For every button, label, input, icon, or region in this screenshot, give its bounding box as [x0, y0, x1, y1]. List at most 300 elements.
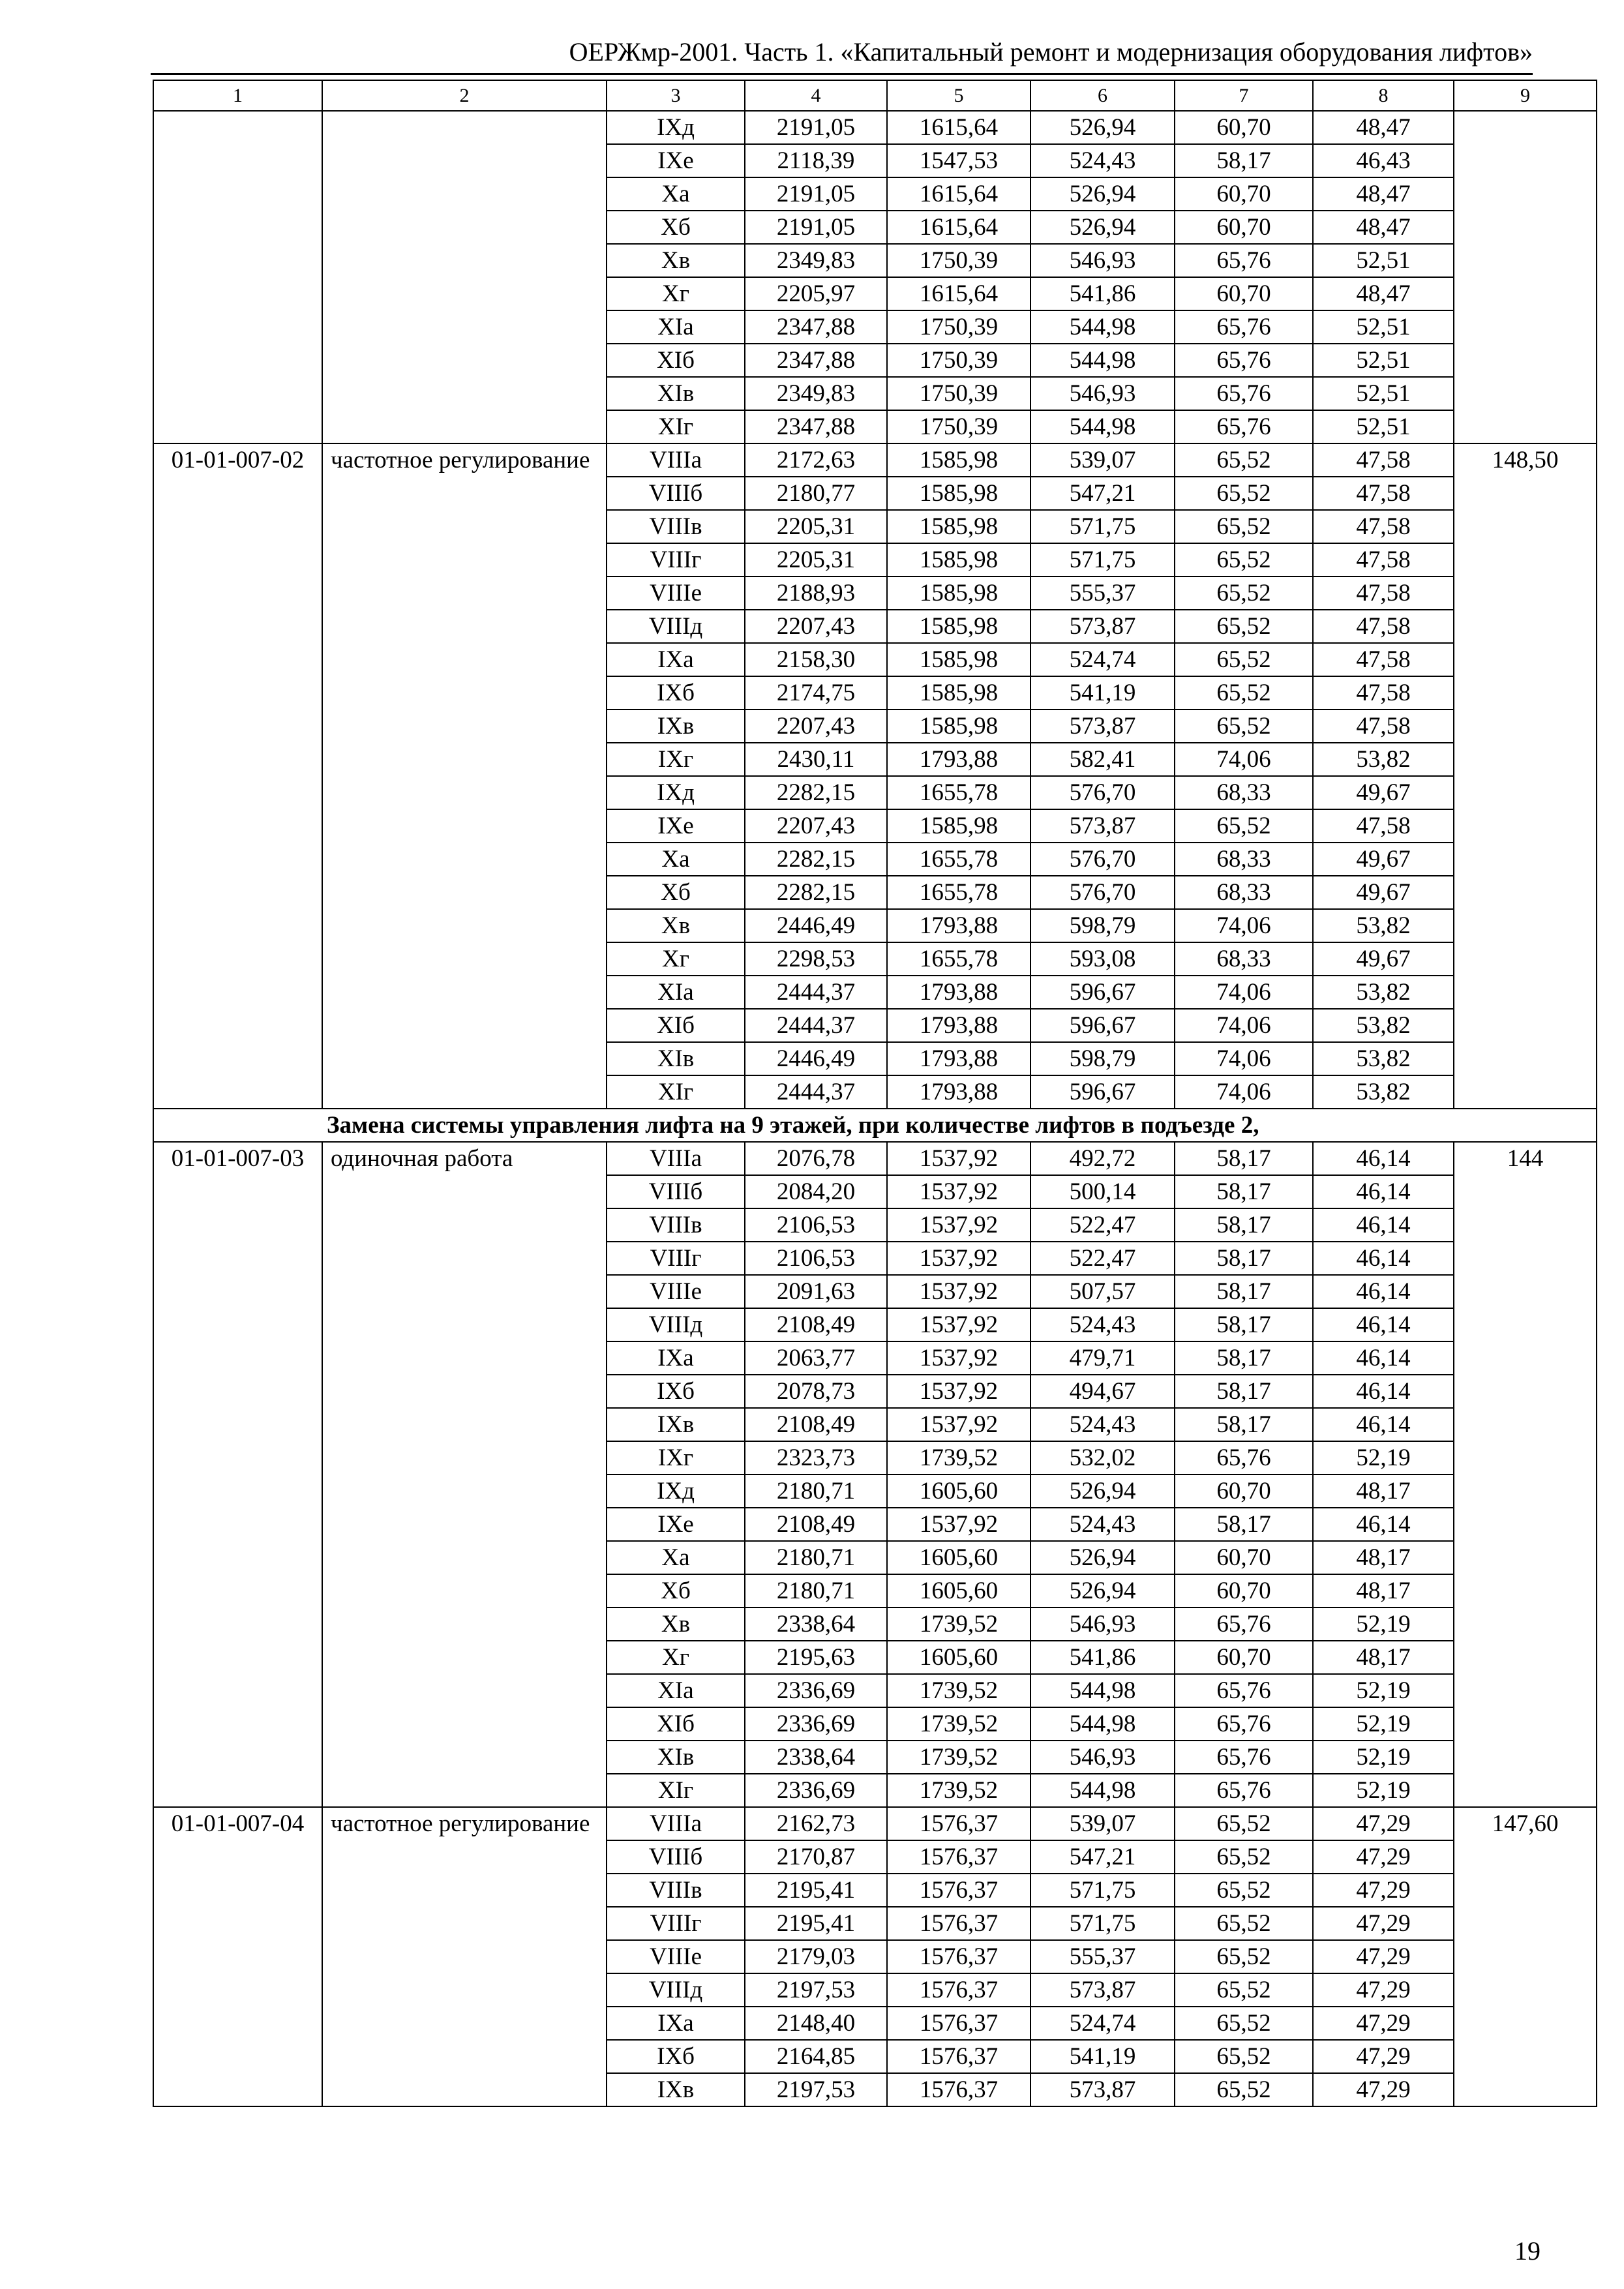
table-cell: 479,71: [1030, 1341, 1175, 1375]
table-cell: 52,19: [1313, 1674, 1454, 1707]
table-cell: XIв: [607, 377, 745, 410]
table-cell: 1576,37: [887, 2073, 1030, 2106]
table-cell: 65,52: [1175, 576, 1313, 610]
table-cell: XIб: [607, 344, 745, 377]
table-cell: 522,47: [1030, 1208, 1175, 1242]
table-cell: 65,76: [1175, 1674, 1313, 1707]
table-row: [153, 443, 1597, 477]
table-cell: 2207,43: [745, 610, 887, 643]
table-cell: IXб: [607, 676, 745, 710]
table-cell: 1576,37: [887, 2040, 1030, 2073]
table-cell: 2180,71: [745, 1574, 887, 1608]
table-cell: 2336,69: [745, 1674, 887, 1707]
table-cell: 46,14: [1313, 1375, 1454, 1408]
table-cell: IXб: [607, 2040, 745, 2073]
table-cell: 2191,05: [745, 211, 887, 244]
rate-code: 01-01-007-03: [153, 1142, 322, 1807]
table-cell: 544,98: [1030, 1674, 1175, 1707]
table-cell: 1537,92: [887, 1375, 1030, 1408]
rate-description: [322, 111, 607, 443]
table-cell: 52,19: [1313, 1441, 1454, 1474]
table-cell: 2205,97: [745, 277, 887, 310]
table-cell: 1576,37: [887, 1973, 1030, 2007]
table-cell: IXв: [607, 710, 745, 743]
table-cell: 48,47: [1313, 111, 1454, 144]
table-cell: VIIIa: [607, 443, 745, 477]
page-header: ОЕРЖмр-2001. Часть 1. «Капитальный ремонт и модернизация оборудования лифтов»: [569, 37, 1533, 67]
table-cell: 522,47: [1030, 1242, 1175, 1275]
table-cell: 46,14: [1313, 1508, 1454, 1541]
table-cell: 68,33: [1175, 942, 1313, 976]
table-cell: 65,52: [1175, 1940, 1313, 1973]
table-cell: 541,19: [1030, 676, 1175, 710]
table-cell: 1537,92: [887, 1341, 1030, 1375]
table-cell: 49,67: [1313, 776, 1454, 809]
table-cell: 48,17: [1313, 1474, 1454, 1508]
table-cell: 2158,30: [745, 643, 887, 676]
table-cell: 1750,39: [887, 310, 1030, 344]
table-cell: 2298,53: [745, 942, 887, 976]
table-cell: 2108,49: [745, 1408, 887, 1441]
table-cell: 2179,03: [745, 1940, 887, 1973]
table-cell: 58,17: [1175, 1275, 1313, 1308]
table-cell: 2195,63: [745, 1641, 887, 1674]
table-cell: 596,67: [1030, 1075, 1175, 1109]
table-cell: 1576,37: [887, 1807, 1030, 1840]
page-number: 19: [1514, 2236, 1541, 2266]
table-cell: 2207,43: [745, 809, 887, 843]
table-cell: 573,87: [1030, 2073, 1175, 2106]
table-cell: 555,37: [1030, 1940, 1175, 1973]
table-cell: 541,19: [1030, 2040, 1175, 2073]
table-cell: 2174,75: [745, 676, 887, 710]
section-title-row: [153, 1109, 1597, 1142]
table-cell: 1655,78: [887, 942, 1030, 976]
table-cell: 1739,52: [887, 1707, 1030, 1741]
table-cell: 2170,87: [745, 1840, 887, 1874]
table-cell: 1615,64: [887, 111, 1030, 144]
rate-price: 148,50: [1454, 443, 1597, 1109]
table-cell: 47,29: [1313, 1807, 1454, 1840]
table-cell: VIIIa: [607, 1142, 745, 1175]
table-cell: 65,52: [1175, 1874, 1313, 1907]
table-cell: 1537,92: [887, 1242, 1030, 1275]
table-cell: 48,47: [1313, 211, 1454, 244]
table-cell: 571,75: [1030, 1907, 1175, 1940]
table-cell: 544,98: [1030, 410, 1175, 443]
table-cell: 65,76: [1175, 410, 1313, 443]
column-number-cell: 3: [607, 80, 745, 111]
table-cell: 47,29: [1313, 2040, 1454, 2073]
table-cell: 47,58: [1313, 610, 1454, 643]
table-cell: 65,76: [1175, 310, 1313, 344]
table-cell: 65,52: [1175, 477, 1313, 510]
column-number-cell: 7: [1175, 80, 1313, 111]
column-number-cell: 8: [1313, 80, 1454, 111]
table-cell: 1585,98: [887, 676, 1030, 710]
table-cell: 2349,83: [745, 244, 887, 277]
table-cell: 46,14: [1313, 1408, 1454, 1441]
table-cell: 532,02: [1030, 1441, 1175, 1474]
table-cell: 65,52: [1175, 543, 1313, 576]
table-cell: 1537,92: [887, 1175, 1030, 1208]
table-cell: 1537,92: [887, 1408, 1030, 1441]
table-cell: 2336,69: [745, 1707, 887, 1741]
table-cell: XIa: [607, 1674, 745, 1707]
table-cell: 2084,20: [745, 1175, 887, 1208]
table-cell: 2205,31: [745, 543, 887, 576]
table-cell: 541,86: [1030, 277, 1175, 310]
table-cell: 544,98: [1030, 1774, 1175, 1807]
table-cell: 1537,92: [887, 1142, 1030, 1175]
table-cell: 2188,93: [745, 576, 887, 610]
table-cell: IXд: [607, 776, 745, 809]
table-cell: 47,29: [1313, 1940, 1454, 1973]
table-cell: 2180,77: [745, 477, 887, 510]
table-cell: 593,08: [1030, 942, 1175, 976]
table-cell: 47,58: [1313, 543, 1454, 576]
table-cell: IXa: [607, 1341, 745, 1375]
table-cell: 65,76: [1175, 244, 1313, 277]
section-title: Замена системы управления лифта на 9 этажей, при количестве лифтов в подъезде 2,: [153, 1109, 1597, 1142]
table-cell: VIIIд: [607, 1308, 745, 1341]
table-cell: 60,70: [1175, 277, 1313, 310]
table-cell: 48,17: [1313, 1574, 1454, 1608]
table-cell: 1655,78: [887, 843, 1030, 876]
table-cell: 547,21: [1030, 1840, 1175, 1874]
table-cell: 65,76: [1175, 1608, 1313, 1641]
table-cell: 52,19: [1313, 1707, 1454, 1741]
table-cell: VIIIв: [607, 1208, 745, 1242]
table-cell: XIб: [607, 1707, 745, 1741]
table-cell: 52,19: [1313, 1608, 1454, 1641]
table-cell: 526,94: [1030, 111, 1175, 144]
table-cell: 58,17: [1175, 144, 1313, 177]
table-cell: 47,29: [1313, 1973, 1454, 2007]
table-cell: Xг: [607, 942, 745, 976]
table-cell: 1615,64: [887, 177, 1030, 211]
rate-description: частотное регулирование: [322, 1807, 607, 2106]
table-cell: IXa: [607, 643, 745, 676]
table-cell: 60,70: [1175, 1574, 1313, 1608]
table-cell: 65,76: [1175, 1707, 1313, 1741]
column-number-cell: 5: [887, 80, 1030, 111]
table-cell: Xв: [607, 244, 745, 277]
table-cell: 2444,37: [745, 1009, 887, 1042]
table-cell: 576,70: [1030, 843, 1175, 876]
table-cell: 68,33: [1175, 876, 1313, 909]
table-cell: 1655,78: [887, 876, 1030, 909]
table-cell: 48,17: [1313, 1541, 1454, 1574]
table-cell: IXв: [607, 1408, 745, 1441]
table-cell: 2148,40: [745, 2007, 887, 2040]
table-cell: 1576,37: [887, 2007, 1030, 2040]
table-cell: IXe: [607, 1508, 745, 1541]
column-number-cell: 9: [1454, 80, 1597, 111]
table-cell: 65,52: [1175, 443, 1313, 477]
table-cell: 544,98: [1030, 1707, 1175, 1741]
table-cell: 1739,52: [887, 1741, 1030, 1774]
table-cell: 1793,88: [887, 976, 1030, 1009]
header-rule: [151, 73, 1533, 75]
table-cell: 74,06: [1175, 909, 1313, 942]
table-cell: 1576,37: [887, 1940, 1030, 1973]
table-cell: 1750,39: [887, 377, 1030, 410]
table-cell: XIa: [607, 976, 745, 1009]
table-cell: 2197,53: [745, 2073, 887, 2106]
table-cell: 46,14: [1313, 1242, 1454, 1275]
table-cell: Xв: [607, 1608, 745, 1641]
table-cell: Xб: [607, 876, 745, 909]
table-cell: 65,76: [1175, 1741, 1313, 1774]
table-cell: 1605,60: [887, 1574, 1030, 1608]
table-cell: 573,87: [1030, 809, 1175, 843]
table-cell: 524,43: [1030, 1508, 1175, 1541]
table-row: [153, 1142, 1597, 1175]
table-cell: 2347,88: [745, 344, 887, 377]
table-cell: 526,94: [1030, 211, 1175, 244]
table-cell: 526,94: [1030, 177, 1175, 211]
table-cell: 47,29: [1313, 1907, 1454, 1940]
table-cell: 598,79: [1030, 1042, 1175, 1075]
table-cell: 494,67: [1030, 1375, 1175, 1408]
table-cell: 1793,88: [887, 743, 1030, 776]
table-cell: 68,33: [1175, 843, 1313, 876]
table-cell: 53,82: [1313, 1042, 1454, 1075]
table-cell: 46,14: [1313, 1175, 1454, 1208]
table-cell: VIIIв: [607, 1874, 745, 1907]
table-cell: 58,17: [1175, 1175, 1313, 1208]
table-cell: 1793,88: [887, 1075, 1030, 1109]
table-cell: 65,52: [1175, 2073, 1313, 2106]
table-cell: 46,14: [1313, 1142, 1454, 1175]
table-cell: VIIIд: [607, 1973, 745, 2007]
table-cell: 2162,73: [745, 1807, 887, 1840]
table-cell: 2347,88: [745, 410, 887, 443]
table-cell: 2347,88: [745, 310, 887, 344]
table-cell: 546,93: [1030, 377, 1175, 410]
table-cell: IXa: [607, 2007, 745, 2040]
table-cell: 2446,49: [745, 909, 887, 942]
table-cell: 65,52: [1175, 809, 1313, 843]
table-cell: 65,52: [1175, 510, 1313, 543]
table-cell: 46,14: [1313, 1275, 1454, 1308]
table-cell: 1739,52: [887, 1674, 1030, 1707]
table-cell: 1537,92: [887, 1308, 1030, 1341]
table-cell: IXв: [607, 2073, 745, 2106]
table-cell: 582,41: [1030, 743, 1175, 776]
table-cell: 74,06: [1175, 1075, 1313, 1109]
rate-price: 147,60: [1454, 1807, 1597, 2106]
table-cell: 1605,60: [887, 1641, 1030, 1674]
table-cell: 53,82: [1313, 1009, 1454, 1042]
table-cell: 2180,71: [745, 1541, 887, 1574]
table-cell: 60,70: [1175, 1541, 1313, 1574]
table-cell: 2207,43: [745, 710, 887, 743]
table-cell: IXд: [607, 1474, 745, 1508]
table-cell: 2195,41: [745, 1874, 887, 1907]
table-cell: 524,43: [1030, 144, 1175, 177]
table-cell: Xб: [607, 211, 745, 244]
table-cell: 546,93: [1030, 244, 1175, 277]
table-cell: IXг: [607, 1441, 745, 1474]
table-cell: 2118,39: [745, 144, 887, 177]
table-cell: 2446,49: [745, 1042, 887, 1075]
table-cell: 47,58: [1313, 510, 1454, 543]
table-cell: Xг: [607, 277, 745, 310]
table-cell: 65,52: [1175, 1907, 1313, 1940]
table-cell: 53,82: [1313, 1075, 1454, 1109]
table-cell: 74,06: [1175, 1042, 1313, 1075]
rate-code: 01-01-007-04: [153, 1807, 322, 2106]
table-cell: 2338,64: [745, 1741, 887, 1774]
table-cell: 526,94: [1030, 1574, 1175, 1608]
table-cell: 1605,60: [887, 1541, 1030, 1574]
table-cell: 524,43: [1030, 1408, 1175, 1441]
table-cell: 52,51: [1313, 310, 1454, 344]
table-cell: 2282,15: [745, 843, 887, 876]
table-cell: 74,06: [1175, 976, 1313, 1009]
table-cell: 2191,05: [745, 177, 887, 211]
table-cell: 47,29: [1313, 1874, 1454, 1907]
table-cell: 1750,39: [887, 410, 1030, 443]
rate-price: [1454, 111, 1597, 443]
table-cell: 524,74: [1030, 643, 1175, 676]
table-cell: 65,76: [1175, 377, 1313, 410]
table-cell: XIa: [607, 310, 745, 344]
table-cell: 52,51: [1313, 244, 1454, 277]
table-cell: 2349,83: [745, 377, 887, 410]
table-cell: VIIIг: [607, 543, 745, 576]
table-cell: 1585,98: [887, 710, 1030, 743]
table-cell: 58,17: [1175, 1242, 1313, 1275]
table-cell: 65,52: [1175, 676, 1313, 710]
table-cell: 65,52: [1175, 1973, 1313, 2007]
table-cell: 65,76: [1175, 1441, 1313, 1474]
table-cell: 2282,15: [745, 776, 887, 809]
table-cell: 58,17: [1175, 1208, 1313, 1242]
table-cell: 1547,53: [887, 144, 1030, 177]
column-number-cell: 2: [322, 80, 607, 111]
table-cell: 1537,92: [887, 1508, 1030, 1541]
table-cell: Xa: [607, 177, 745, 211]
table-cell: 58,17: [1175, 1142, 1313, 1175]
table-cell: Xa: [607, 1541, 745, 1574]
table-cell: 1750,39: [887, 344, 1030, 377]
table-cell: 48,17: [1313, 1641, 1454, 1674]
table-cell: 571,75: [1030, 510, 1175, 543]
table-cell: XIб: [607, 1009, 745, 1042]
table-cell: XIг: [607, 410, 745, 443]
table-cell: 47,29: [1313, 1840, 1454, 1874]
table-cell: 541,86: [1030, 1641, 1175, 1674]
table-cell: 46,14: [1313, 1341, 1454, 1375]
table-cell: VIIIг: [607, 1907, 745, 1940]
table-cell: 1585,98: [887, 610, 1030, 643]
table-cell: 47,58: [1313, 576, 1454, 610]
table-cell: 1576,37: [887, 1840, 1030, 1874]
table-cell: 2078,73: [745, 1375, 887, 1408]
table-cell: 1793,88: [887, 1042, 1030, 1075]
table-cell: 58,17: [1175, 1341, 1313, 1375]
table-cell: 2197,53: [745, 1973, 887, 2007]
table-cell: 596,67: [1030, 976, 1175, 1009]
table-cell: 2195,41: [745, 1907, 887, 1940]
table-cell: 2336,69: [745, 1774, 887, 1807]
table-cell: 526,94: [1030, 1541, 1175, 1574]
table-cell: VIIIг: [607, 1242, 745, 1275]
table-cell: 65,52: [1175, 1807, 1313, 1840]
table-cell: IXe: [607, 809, 745, 843]
table-cell: 596,67: [1030, 1009, 1175, 1042]
table-cell: 576,70: [1030, 876, 1175, 909]
table-cell: 547,21: [1030, 477, 1175, 510]
table-cell: XIв: [607, 1741, 745, 1774]
table-cell: IXг: [607, 743, 745, 776]
table-cell: 573,87: [1030, 710, 1175, 743]
table-cell: Xa: [607, 843, 745, 876]
table-cell: XIг: [607, 1075, 745, 1109]
table-cell: 1793,88: [887, 1009, 1030, 1042]
table-cell: VIIIa: [607, 1807, 745, 1840]
table-cell: 1615,64: [887, 277, 1030, 310]
table-cell: 1585,98: [887, 510, 1030, 543]
column-number-cell: 4: [745, 80, 887, 111]
table-cell: 2106,53: [745, 1242, 887, 1275]
rate-code: [153, 111, 322, 443]
table-cell: 2091,63: [745, 1275, 887, 1308]
table-cell: 1655,78: [887, 776, 1030, 809]
table-cell: 65,76: [1175, 1774, 1313, 1807]
table-cell: 524,74: [1030, 2007, 1175, 2040]
table-cell: 49,67: [1313, 843, 1454, 876]
table-cell: 65,52: [1175, 1840, 1313, 1874]
table-cell: 65,76: [1175, 344, 1313, 377]
table-cell: 1576,37: [887, 1874, 1030, 1907]
table-cell: 2205,31: [745, 510, 887, 543]
table-cell: 47,29: [1313, 2073, 1454, 2106]
table-cell: 2180,71: [745, 1474, 887, 1508]
table-cell: 2323,73: [745, 1441, 887, 1474]
table-cell: Xг: [607, 1641, 745, 1674]
table-cell: 46,14: [1313, 1308, 1454, 1341]
table-cell: 2108,49: [745, 1508, 887, 1541]
rate-code: 01-01-007-02: [153, 443, 322, 1109]
table-cell: 49,67: [1313, 942, 1454, 976]
table-cell: 46,14: [1313, 1208, 1454, 1242]
table-cell: 2444,37: [745, 1075, 887, 1109]
table-cell: 1615,64: [887, 211, 1030, 244]
table-cell: 60,70: [1175, 1641, 1313, 1674]
column-number-cell: 6: [1030, 80, 1175, 111]
table-cell: 65,52: [1175, 2007, 1313, 2040]
table-cell: 2282,15: [745, 876, 887, 909]
table-cell: 1537,92: [887, 1208, 1030, 1242]
table-cell: 1585,98: [887, 576, 1030, 610]
table-cell: 2106,53: [745, 1208, 887, 1242]
table-cell: 573,87: [1030, 1973, 1175, 2007]
rate-price: 144: [1454, 1142, 1597, 1807]
table-cell: 1585,98: [887, 477, 1030, 510]
table-cell: VIIIв: [607, 510, 745, 543]
table-cell: 48,47: [1313, 177, 1454, 211]
table-cell: 46,43: [1313, 144, 1454, 177]
rate-description: частотное регулирование: [322, 443, 607, 1109]
table-cell: VIIIд: [607, 610, 745, 643]
table-cell: 2191,05: [745, 111, 887, 144]
table-cell: VIIIб: [607, 1840, 745, 1874]
table-cell: 1576,37: [887, 1907, 1030, 1940]
